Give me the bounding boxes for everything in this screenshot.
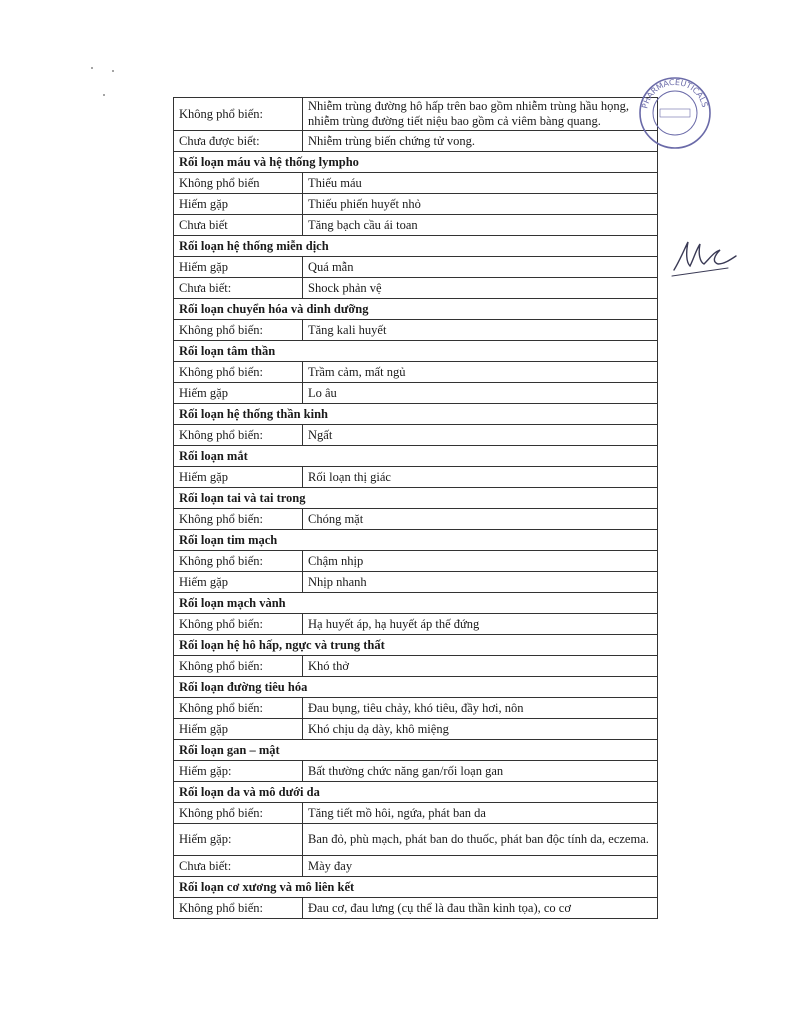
section-header-row: [174, 488, 658, 509]
effect-cell: Chóng mặt: [303, 509, 658, 530]
effect-cell: Nhiễm trùng biến chứng tử vong.: [303, 131, 658, 152]
section-title: Rối loạn mạch vành: [174, 593, 658, 614]
table-row: [174, 898, 658, 919]
frequency-cell: Không phổ biến:: [174, 509, 303, 530]
frequency-cell: Không phổ biến:: [174, 803, 303, 824]
section-title: Rối loạn chuyển hóa và dinh dưỡng: [174, 299, 658, 320]
effect-cell: Nhiễm trùng đường hô hấp trên bao gồm nhiễm trùng hầu họng, nhiễm trùng đường tiết niệu bao gồm cả viêm bàng quang.: [303, 98, 658, 131]
effect-cell: Quá mẫn: [303, 257, 658, 278]
table-row: [174, 551, 658, 572]
company-stamp-icon: [638, 76, 712, 150]
svg-text:PHARMACEUTICALS: PHARMACEUTICALS: [640, 77, 710, 110]
section-header-row: [174, 530, 658, 551]
effect-cell: Ngất: [303, 425, 658, 446]
section-header-row: [174, 877, 658, 898]
frequency-cell: Không phổ biến:: [174, 551, 303, 572]
frequency-cell: Chưa biết:: [174, 856, 303, 877]
frequency-cell: Hiếm gặp: [174, 467, 303, 488]
frequency-cell: Không phổ biến:: [174, 98, 303, 131]
effect-cell: Ban đỏ, phù mạch, phát ban do thuốc, phát ban độc tính da, eczema.: [303, 824, 658, 856]
table-row: [174, 761, 658, 782]
table-row: [174, 362, 658, 383]
effect-cell: Khó chịu dạ dày, khô miệng: [303, 719, 658, 740]
signature-icon: [666, 232, 746, 284]
frequency-cell: Hiếm gặp: [174, 572, 303, 593]
effect-cell: Lo âu: [303, 383, 658, 404]
table-row: [174, 425, 658, 446]
section-header-row: [174, 404, 658, 425]
frequency-cell: Hiếm gặp: [174, 719, 303, 740]
table-row: [174, 131, 658, 152]
table-row: [174, 320, 658, 341]
frequency-cell: Không phổ biến:: [174, 898, 303, 919]
section-header-row: [174, 341, 658, 362]
section-header-row: [174, 236, 658, 257]
section-title: Rối loạn hệ thống thần kinh: [174, 404, 658, 425]
adverse-effects-table-body: [174, 98, 658, 919]
table-row: [174, 215, 658, 236]
section-title: Rối loạn mắt: [174, 446, 658, 467]
effect-cell: Đau bụng, tiêu chảy, khó tiêu, đầy hơi, nôn: [303, 698, 658, 719]
table-row: [174, 98, 658, 131]
scan-speck: [103, 94, 105, 96]
frequency-cell: Không phổ biến:: [174, 362, 303, 383]
frequency-cell: Chưa được biết:: [174, 131, 303, 152]
table-row: [174, 656, 658, 677]
effect-cell: Tăng bạch cầu ái toan: [303, 215, 658, 236]
table-row: [174, 803, 658, 824]
section-header-row: [174, 782, 658, 803]
table-row: [174, 698, 658, 719]
section-title: Rối loạn tâm thần: [174, 341, 658, 362]
section-header-row: [174, 593, 658, 614]
table-row: [174, 467, 658, 488]
effect-cell: Tăng tiết mồ hôi, ngứa, phát ban da: [303, 803, 658, 824]
effect-cell: Chậm nhịp: [303, 551, 658, 572]
table-row: [174, 257, 658, 278]
frequency-cell: Hiếm gặp:: [174, 761, 303, 782]
frequency-cell: Hiếm gặp:: [174, 824, 303, 856]
table-row: [174, 572, 658, 593]
table-row: [174, 278, 658, 299]
frequency-cell: Không phổ biến: [174, 173, 303, 194]
section-title: Rối loạn gan – mật: [174, 740, 658, 761]
effect-cell: Nhịp nhanh: [303, 572, 658, 593]
effect-cell: Đau cơ, đau lưng (cụ thể là đau thần kinh tọa), co cơ: [303, 898, 658, 919]
section-header-row: [174, 152, 658, 173]
table-row: [174, 173, 658, 194]
frequency-cell: Hiếm gặp: [174, 257, 303, 278]
effect-cell: Bất thường chức năng gan/rối loạn gan: [303, 761, 658, 782]
section-header-row: [174, 740, 658, 761]
table-row: [174, 383, 658, 404]
frequency-cell: Hiếm gặp: [174, 194, 303, 215]
effect-cell: Khó thở: [303, 656, 658, 677]
effect-cell: Hạ huyết áp, hạ huyết áp thế đứng: [303, 614, 658, 635]
frequency-cell: Chưa biết:: [174, 278, 303, 299]
effect-cell: Shock phản vệ: [303, 278, 658, 299]
scan-speck: [91, 67, 93, 69]
table-row: [174, 856, 658, 877]
effect-cell: Thiếu phiến huyết nhỏ: [303, 194, 658, 215]
table-row: [174, 194, 658, 215]
section-title: Rối loạn tai và tai trong: [174, 488, 658, 509]
section-title: Rối loạn da và mô dưới da: [174, 782, 658, 803]
section-header-row: [174, 635, 658, 656]
frequency-cell: Hiếm gặp: [174, 383, 303, 404]
section-title: Rối loạn tim mạch: [174, 530, 658, 551]
section-title: Rối loạn đường tiêu hóa: [174, 677, 658, 698]
section-title: Rối loạn hệ thống miễn dịch: [174, 236, 658, 257]
frequency-cell: Không phổ biến:: [174, 425, 303, 446]
effect-cell: Trầm cảm, mất ngủ: [303, 362, 658, 383]
section-title: Rối loạn hệ hô hấp, ngực và trung thất: [174, 635, 658, 656]
table-row: [174, 719, 658, 740]
effect-cell: Thiếu máu: [303, 173, 658, 194]
section-header-row: [174, 677, 658, 698]
table-row: [174, 824, 658, 856]
effect-cell: Rối loạn thị giác: [303, 467, 658, 488]
table-row: [174, 509, 658, 530]
table-row: [174, 614, 658, 635]
frequency-cell: Chưa biết: [174, 215, 303, 236]
adverse-effects-table: [173, 97, 658, 919]
scan-speck: [112, 70, 114, 72]
frequency-cell: Không phổ biến:: [174, 320, 303, 341]
section-header-row: [174, 446, 658, 467]
section-header-row: [174, 299, 658, 320]
section-title: Rối loạn máu và hệ thống lympho: [174, 152, 658, 173]
effect-cell: Tăng kali huyết: [303, 320, 658, 341]
effect-cell: Mày đay: [303, 856, 658, 877]
frequency-cell: Không phổ biến:: [174, 614, 303, 635]
frequency-cell: Không phổ biến:: [174, 656, 303, 677]
section-title: Rối loạn cơ xương và mô liên kết: [174, 877, 658, 898]
frequency-cell: Không phổ biến:: [174, 698, 303, 719]
